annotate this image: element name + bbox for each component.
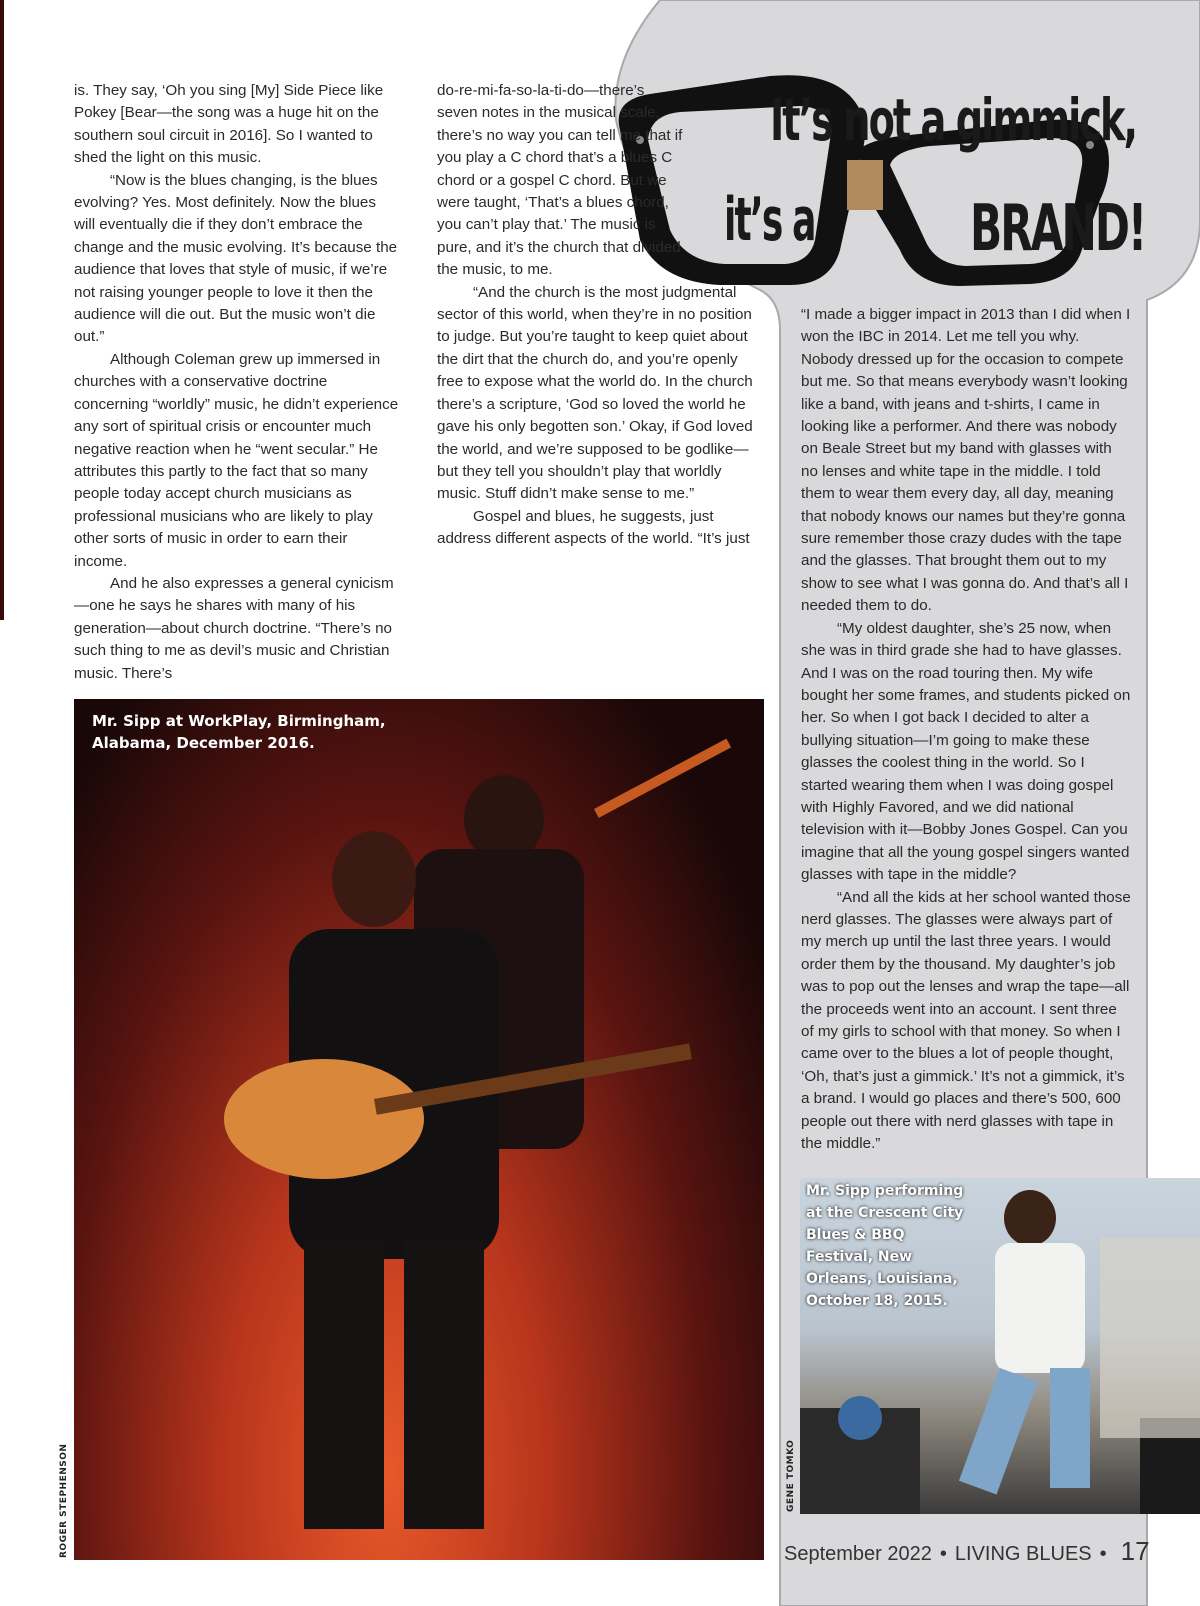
headline-line-2: it’s a [724,185,815,255]
performer-silhouette [74,699,764,1560]
photo-caption-main: Mr. Sipp at WorkPlay, Birmingham, Alabama, December 2016. [92,712,386,752]
paragraph: “Now is the blues changing, is the blues evolving? Yes. Most definitely. Now the blues will eventually die if they don’t embrace the change and the music evolving. It’s because the audience that loves that style of music, if we’re not raising younger people to love it then the audience will die out. But the music won’t die out.” [74,171,398,346]
article-column-1 [74,80,400,685]
article-column-2 [437,80,760,551]
paragraph: is. They say, ‘Oh you sing [My] Side Piece like Pokey [Bear—the song was a huge hit on the southern soul circuit in 2016]. So I wanted to shed the light on this music. [74,82,384,167]
paragraph: Although Coleman grew up immersed in churches with a conservative doctrine concerning “worldly” music, he didn’t experience any sort of spiritual crisis or encounter much negative reaction when he “went secular.” He attributes this partly to the fact that so many people today accept church musicians as professional musicians who are likely to play other sorts of music in order to earn their income. [74,350,399,570]
photo-caption-side: Mr. Sipp performing at the Crescent City Blues & BBQ Festival, New Orleans, Louisiana, October 18, 2015. [806,1183,964,1309]
paragraph: “I made a bigger impact in 2013 than I did when I won the IBC in 2014. Let me tell you why. Nobody dressed up for the occasion to compete but me. So that means everybody wasn’t looking like a band, with jeans and t-shirts, I came in looking like a performer. And there was nobody on Beale Street but my band with glasses with no lenses and white tape in the middle. I told them to wear them every day, all day, meaning that nobody knows our names but they’re gonna sure remember those crazy dudes with the tape and the glasses. That brought them out to my show to see what I was gonna do. And that’s all I needed them to do. [801,306,1131,615]
paragraph: “And the church is the most judgmental sector of this world, when they’re in no position to judge. But you’re taught to keep quiet about the dirt that the church do, and you’re openly free to expose what the world do. In the church there’s a scripture, ‘God so loved the world he gave his only begotten son.’ Okay, if God loved the world, and we’re supposed to be godlike—but they tell you shouldn’t play that worldly music. Stuff didn’t make sense to me.” [437,283,753,503]
footer-date: September 2022 [784,1543,932,1565]
photo-mr-sipp-workplay [74,699,764,1560]
page-number: 17 [1120,1536,1150,1566]
photo-credit-side: GENE TOMKO [786,1439,796,1512]
footer-magazine: LIVING BLUES [954,1543,1092,1565]
photo-credit-main: ROGER STEPHENSON [59,1443,69,1558]
paragraph: “My oldest daughter, she’s 25 now, when she was in third grade she had to have glasses. And I was on the road touring then. My wife bought her some frames, and students picked on her. So when I got back I decided to alter a bullying situation—I’m going to make these glasses the coolest thing in the world. So I started wearing them when I was doing gospel with Highly Favored, and we did national television with it—Bobby Jones Gospel. Can you imagine that all the young gospel singers wanted glasses with tape in the middle? [801,619,1131,884]
tape-icon [847,160,883,210]
paragraph: “And all the kids at her school wanted those nerd glasses. The glasses were always part of my merch up until the last three years. I would order them by the thousand. My daughter’s job was to pop out the lenses and wrap the tape—all the proceeds went into an account. I sent three of my girls to school with that money. So when I came over to the blues a lot of people thought, ‘Oh, that’s just a gimmick.’ It’s not a gimmick, it’s a brand. I would go places and there’s 500, 600 people out there with nerd glasses with tape in the middle.” [801,888,1131,1153]
sidebar-column [801,304,1131,1155]
page-footer [784,1536,1150,1567]
paragraph: And he also expresses a general cynicism—one he says he shares with many of his generation—about church doctrine. “There’s no such thing to me as devil’s music and Christian music. There’s [74,574,394,682]
headline-line-3: BRAND! [970,192,1146,266]
paragraph: Gospel and blues, he suggests, just address different aspects of the world. “It’s just [437,507,750,548]
bullet-icon: • [1099,1543,1107,1565]
bullet-icon: • [939,1543,947,1565]
paragraph: do-re-mi-fa-so-la-ti-do—there’s seven notes in the musical scale, there’s no way you can tell me that if you play a C chord that’s a blues C chord or a gospel C chord. But we were taught, ‘That’s a blues chord, you can’t play that.’ The music is pure, and it’s the church that divided the music, to me. [437,82,683,279]
left-edge-strip [0,0,4,620]
headline-line-1: It’s not a gimmick, [770,86,1137,154]
